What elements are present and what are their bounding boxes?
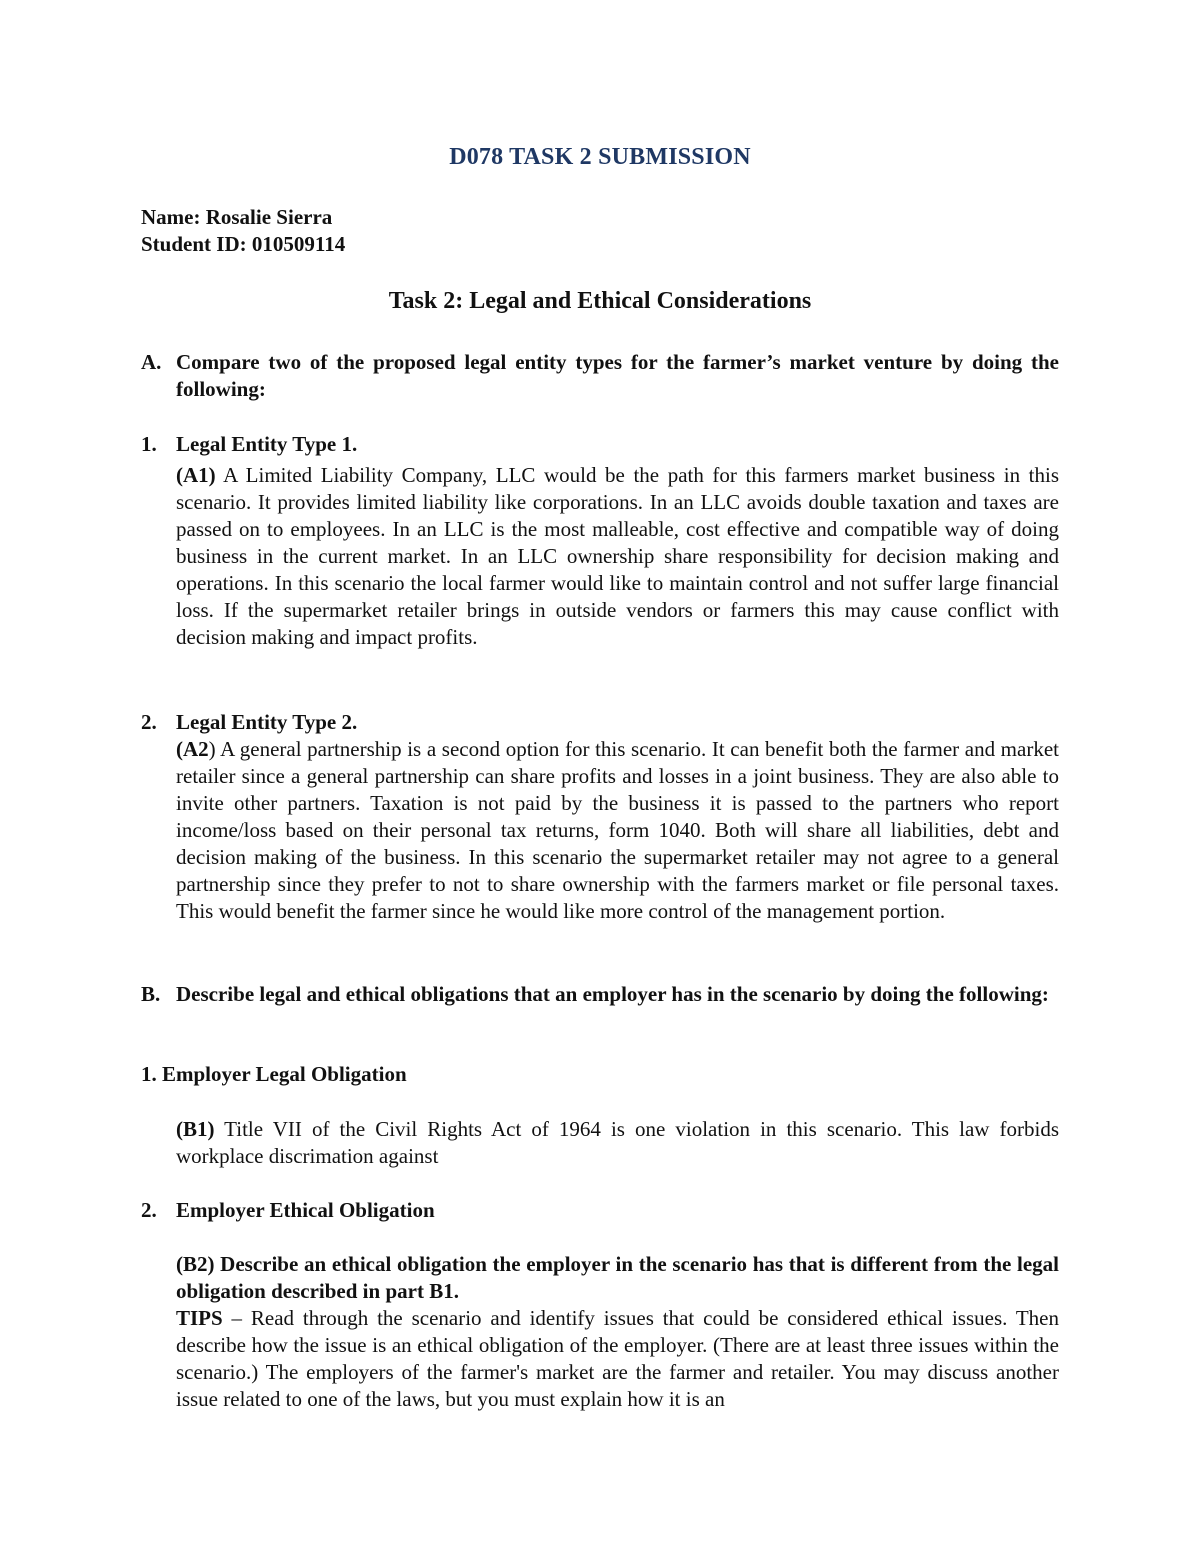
entity-type-1-marker: 1. (141, 432, 157, 456)
entity-type-2-marker: 2. (141, 710, 157, 734)
student-name: Name: Rosalie Sierra (141, 205, 333, 229)
employer-legal-obligation-answer (176, 1116, 1059, 1170)
student-id: Student ID: 010509114 (141, 232, 346, 256)
section-a-prompt-text: Compare two of the proposed legal entity types for the farmer’s market venture by doing the following: (176, 350, 1059, 401)
a1-body: A Limited Liability Company, LLC would be the path for this farmers market business in this scenario. It provides limited liability like corporations. In an LLC avoids double taxation and taxes are passed on to employees. In an LLC is the most malleable, cost effective and compatible way of doing business in the current market. In an LLC ownership share responsibility for decision making and operations. In this scenario the local farmer would like to maintain control and not suffer large financial loss. If the supermarket retailer brings in outside vendors or farmers this may cause conflict with decision making and impact profits. (176, 463, 1059, 649)
employer-ethical-marker: 2. (141, 1198, 157, 1222)
b1-body: Title VII of the Civil Rights Act of 1964 is one violation in this scenario. This law forbids workplace discrimation against (176, 1117, 1059, 1168)
section-b-marker: B. (141, 982, 161, 1006)
a1-label: (A1) (176, 463, 216, 487)
section-a-marker: A. (141, 350, 162, 374)
section-a-prompt (141, 349, 1059, 403)
tips-body: – Read through the scenario and identify issues that could be considered ethical issues. Then describe how the issue is an ethical obligation of the employer. (There are at least three issues within the scenario.) The employers of the farmer's market are the farmer and retailer. You may discuss another issue related to one of the laws, but you must explain how it is an (176, 1306, 1059, 1411)
a2-label: (A2 (176, 737, 209, 761)
task-heading: Task 2: Legal and Ethical Considerations (388, 288, 812, 314)
entity-type-2-heading (141, 709, 1059, 736)
section-b-prompt-text: Describe legal and ethical obligations that an employer has in the scenario by doing the following: (176, 982, 1049, 1006)
entity-type-2-answer (176, 736, 1059, 925)
document-title: D078 TASK 2 SUBMISSION (449, 144, 751, 170)
section-b-prompt (141, 981, 1059, 1008)
employer-ethical-obligation-heading (141, 1197, 1059, 1224)
entity-type-1-answer (176, 462, 1059, 651)
employer-legal-obligation-heading: 1. Employer Legal Obligation (141, 1062, 407, 1086)
entity-type-2-heading-text: Legal Entity Type 2. (176, 710, 358, 734)
a2-body: A general partnership is a second option for this scenario. It can benefit both the farmer and market retailer since a general partnership can share profits and losses in a joint business. They are also able to invite other partners. Taxation is not paid by the business it is passed to the partners who report income/loss based on their personal tax returns, form 1040. Both will share all liabilities, debt and decision making of the business. In this scenario the supermarket retailer may not agree to a general partnership since they prefer to not to share ownership with the farmers market or file personal taxes. This would benefit the farmer since he would like more control of the management portion. (176, 737, 1059, 923)
b2-prompt: (B2) Describe an ethical obligation the employer in the scenario has that is different from the legal obligation described in part B1. (176, 1252, 1059, 1303)
b2-tips (176, 1305, 1059, 1413)
a2-label-close: ) (208, 737, 216, 761)
b1-label: (B1) (176, 1117, 215, 1141)
employer-ethical-heading-text: Employer Ethical Obligation (176, 1198, 435, 1222)
tips-label: TIPS (176, 1306, 223, 1330)
entity-type-1-heading (141, 431, 1059, 458)
entity-type-1-heading-text: Legal Entity Type 1. (176, 432, 358, 456)
